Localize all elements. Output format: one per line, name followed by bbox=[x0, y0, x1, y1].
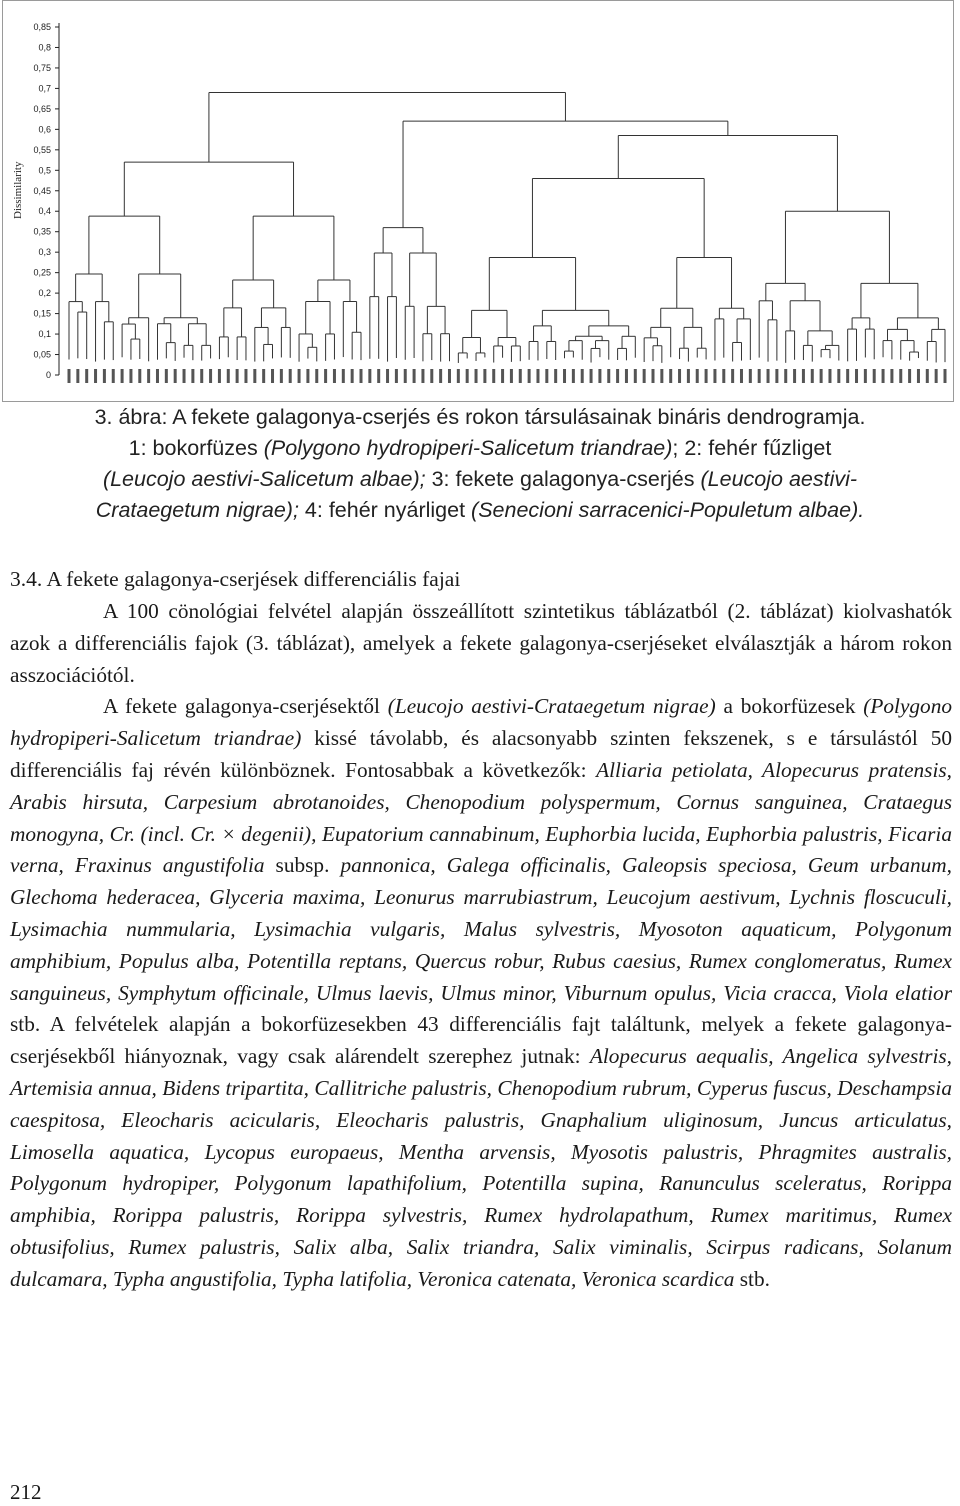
y-ticks bbox=[33, 22, 59, 380]
leaf-label-mark bbox=[873, 369, 876, 383]
leaf-label-mark bbox=[209, 369, 212, 383]
caption-taxon: (Senecioni sarracenici-Populetum albae). bbox=[471, 498, 865, 522]
leaf-label-mark bbox=[510, 369, 513, 383]
leaf-label-mark bbox=[828, 369, 831, 383]
text-run: kissé távolabb, és alacsonyabb szinten fekszenek, s e társulástól 50 differenciális faj révén különböznek. Fontosabbak a következők: bbox=[10, 726, 952, 782]
caption-taxon: (Leucojo aestivi-Salicetum albae); bbox=[102, 467, 426, 491]
leaf-label-mark bbox=[643, 369, 646, 383]
leaf-label-mark bbox=[165, 369, 168, 383]
leaf-label-mark bbox=[625, 369, 628, 383]
caption-line bbox=[20, 495, 940, 526]
paragraph-2 bbox=[10, 691, 952, 1295]
leaf-label-mark bbox=[253, 369, 256, 383]
leaf-label-mark bbox=[917, 369, 920, 383]
leaf-label-mark bbox=[598, 369, 601, 383]
leaf-label-mark bbox=[386, 369, 389, 383]
leaf-label-mark bbox=[147, 369, 150, 383]
leaf-label-mark bbox=[236, 369, 239, 383]
leaf-label-mark bbox=[784, 369, 787, 383]
leaf-label-mark bbox=[545, 369, 548, 383]
leaf-label-mark bbox=[457, 369, 460, 383]
leaf-label-mark bbox=[129, 369, 132, 383]
leaf-label-mark bbox=[899, 369, 902, 383]
text-run: stb. A felvételek alapján a bokorfüzesekben 43 differenciális fajt találtunk, melyek a fekete galagonya-cserjésekből hiányoznak, vagy csak alárendelt szerephez jutnak: bbox=[10, 1012, 952, 1069]
leaf-label-mark bbox=[775, 369, 778, 383]
leaf-label-mark bbox=[200, 369, 203, 383]
y-tick-label: 0,85 bbox=[33, 22, 51, 32]
leaf-label-mark bbox=[492, 369, 495, 383]
y-tick-label: 0,55 bbox=[33, 144, 51, 155]
body-text bbox=[10, 596, 952, 1296]
leaf-label-mark bbox=[501, 369, 504, 383]
y-tick-label: 0,45 bbox=[33, 185, 51, 196]
leaf-label-mark bbox=[183, 369, 186, 383]
taxon-run: (Leucojo aestivi-Crataegetum nigrae) bbox=[387, 694, 716, 719]
leaf-label-mark bbox=[767, 369, 770, 383]
leaf-label-mark bbox=[713, 369, 716, 383]
leaf-label-mark bbox=[298, 369, 301, 383]
leaf-label-mark bbox=[439, 369, 442, 383]
caption-taxon: (Leucojo aestivi- bbox=[700, 467, 858, 491]
leaf-label-mark bbox=[475, 369, 478, 383]
leaf-label-mark bbox=[935, 369, 938, 383]
leaf-label-mark bbox=[554, 369, 557, 383]
leaf-label-mark bbox=[846, 369, 849, 383]
caption-taxon: (Polygono hydropiperi-Salicetum triandrae) bbox=[263, 436, 673, 460]
leaf-label-mark bbox=[590, 369, 593, 383]
leaf-label-mark bbox=[333, 369, 336, 383]
text-run: stb. bbox=[734, 1266, 770, 1291]
leaf-label-mark bbox=[908, 369, 911, 383]
paragraph-1: A 100 cönológiai felvétel alapján összeállított szintetikus táblázatból (2. táblázat) kiolvashatók azok a differenciális fajok (3. táblázat), amelyek a fekete galagonya-cserjéseket elválasztják a három rokon asszociációtól. bbox=[10, 599, 952, 687]
dendrogram-figure bbox=[2, 0, 954, 402]
text-run: a bokorfüzesek bbox=[715, 694, 864, 719]
leaf-label-mark bbox=[368, 369, 371, 383]
leaf-label-mark bbox=[837, 369, 840, 383]
leaf-label-mark bbox=[926, 369, 929, 383]
leaf-label-mark bbox=[121, 369, 124, 383]
leaf-label-mark bbox=[864, 369, 867, 383]
leaf-label-mark bbox=[607, 369, 610, 383]
leaf-label-mark bbox=[306, 369, 309, 383]
leaf-label-mark bbox=[342, 369, 345, 383]
text-run: subsp. bbox=[264, 853, 341, 878]
leaf-label-mark bbox=[749, 369, 752, 383]
leaf-label-mark bbox=[660, 369, 663, 383]
caption-text: 3: fekete galagonya-cserjés bbox=[425, 467, 701, 491]
leaf-label-mark bbox=[855, 369, 858, 383]
leaf-label-mark bbox=[191, 369, 194, 383]
leaf-label-mark bbox=[112, 369, 115, 383]
leaf-label-mark bbox=[466, 369, 469, 383]
caption-text: 4: fehér nyárliget bbox=[298, 498, 472, 522]
dendrogram-svg bbox=[3, 1, 953, 401]
caption-title: 3. ábra: A fekete galagonya-cserjés és rokon társulásainak bináris dendrogramja. bbox=[94, 405, 866, 429]
caption-taxon: Crataegetum nigrae); bbox=[95, 498, 299, 522]
leaf-label-mark bbox=[696, 369, 699, 383]
leaf-label-mark bbox=[421, 369, 424, 383]
leaf-label-mark bbox=[483, 369, 486, 383]
leaf-label-mark bbox=[430, 369, 433, 383]
y-tick-label: 0,1 bbox=[38, 329, 51, 340]
leaf-label-mark bbox=[351, 369, 354, 383]
leaf-label-mark bbox=[581, 369, 584, 383]
species-list: Alliaria petiolata, Alopecurus pratensis, Arabis hirsuta, Carpesium abrotanoides, Chenopodium polyspermum, Cornus sanguinea, Crataegus monogyna, Cr. (incl. Cr. × degenii), Eupatorium cannabinum, Euphorbia lucida, Euphorbia palustris, Ficaria verna, Fraxinus angustifolia bbox=[10, 757, 952, 878]
y-tick-label: 0 bbox=[45, 370, 51, 380]
leaf-label-mark bbox=[85, 369, 88, 383]
page-number: 212 bbox=[10, 1480, 42, 1504]
caption-text: ; 2: fehér fűzliget bbox=[672, 436, 832, 460]
caption-line bbox=[20, 402, 940, 433]
leaf-label-mark bbox=[705, 369, 708, 383]
y-tick-label: 0,2 bbox=[38, 288, 51, 299]
leaf-label-mark bbox=[315, 369, 318, 383]
leaf-label-mark bbox=[731, 369, 734, 383]
leaf-label-mark bbox=[944, 369, 947, 383]
leaf-label-mark bbox=[448, 369, 451, 383]
leaf-label-mark bbox=[404, 369, 407, 383]
leaf-label-mark bbox=[572, 369, 575, 383]
leaf-label-mark bbox=[563, 369, 566, 383]
caption-line bbox=[20, 464, 940, 495]
y-tick-label: 0,4 bbox=[38, 206, 51, 217]
leaf-label-mark bbox=[616, 369, 619, 383]
leaf-labels bbox=[68, 369, 947, 383]
y-tick-label: 0,15 bbox=[33, 308, 51, 319]
leaf-label-mark bbox=[652, 369, 655, 383]
y-tick-label: 0,3 bbox=[38, 247, 51, 258]
leaf-label-mark bbox=[218, 369, 221, 383]
leaf-label-mark bbox=[678, 369, 681, 383]
leaf-label-mark bbox=[94, 369, 97, 383]
y-tick-label: 0,6 bbox=[38, 124, 51, 135]
leaf-label-mark bbox=[722, 369, 725, 383]
leaf-label-mark bbox=[103, 369, 106, 383]
y-tick-label: 0,8 bbox=[38, 42, 51, 53]
caption-text: 1: bokorfüzes bbox=[128, 436, 264, 460]
y-tick-label: 0,35 bbox=[33, 226, 51, 237]
leaf-label-mark bbox=[820, 369, 823, 383]
section-heading: 3.4. A fekete galagonya-cserjések differenciális fajai bbox=[10, 567, 461, 591]
leaf-label-mark bbox=[227, 369, 230, 383]
leaf-label-mark bbox=[758, 369, 761, 383]
species-list: Alopecurus aequalis, Angelica sylvestris, Artemisia annua, Bidens tripartita, Callitriche palustris, Chenopodium rubrum, Cyperus fuscus, Deschampsia caespitosa, Eleocharis acicularis, Eleocharis palustris, Gnaphalium uliginosum, Juncus articulatus, Limosella aquatica, Lycopus europaeus, Mentha arvensis, Myosotis palustris, Phragmites australis, Polygonum hydropiper, Polygonum lapathifolium, Potentilla supina, Ranunculus sceleratus, Rorippa amphibia, Rorippa palustris, Rorippa sylvestris, Rumex hydrolapathum, Rumex maritimus, Rumex obtusifolius, Rumex palustris, Salix alba, Salix triandra, Salix viminalis, Scirpus radicans, Solanum dulcamara, Typha angustifolia, Typha latifolia, Veronica catenata, Veronica scardica bbox=[10, 1044, 953, 1291]
leaf-label-mark bbox=[669, 369, 672, 383]
y-tick-label: 0,65 bbox=[33, 103, 51, 114]
leaf-label-mark bbox=[793, 369, 796, 383]
leaf-label-mark bbox=[634, 369, 637, 383]
leaf-label-mark bbox=[740, 369, 743, 383]
leaf-label-mark bbox=[890, 369, 893, 383]
leaf-label-mark bbox=[262, 369, 265, 383]
leaf-label-mark bbox=[687, 369, 690, 383]
text-run: A fekete galagonya-cserjésektől bbox=[103, 694, 388, 719]
dendrogram-tree bbox=[69, 93, 945, 363]
leaf-label-mark bbox=[244, 369, 247, 383]
leaf-label-mark bbox=[324, 369, 327, 383]
leaf-label-mark bbox=[174, 369, 177, 383]
y-tick-label: 0,75 bbox=[33, 62, 51, 73]
leaf-label-mark bbox=[280, 369, 283, 383]
leaf-label-mark bbox=[811, 369, 814, 383]
taxon-run: (Polygono hydropiperi-Salicetum triandrae) bbox=[10, 694, 952, 751]
leaf-label-mark bbox=[395, 369, 398, 383]
y-tick-label: 0,5 bbox=[38, 165, 51, 176]
leaf-label-mark bbox=[802, 369, 805, 383]
caption-line bbox=[20, 433, 940, 464]
figure-caption bbox=[20, 402, 940, 526]
leaf-label-mark bbox=[360, 369, 363, 383]
leaf-label-mark bbox=[528, 369, 531, 383]
leaf-label-mark bbox=[138, 369, 141, 383]
y-tick-label: 0,25 bbox=[33, 267, 51, 278]
leaf-label-mark bbox=[882, 369, 885, 383]
leaf-label-mark bbox=[68, 369, 71, 383]
leaf-label-mark bbox=[271, 369, 274, 383]
y-tick-label: 0,05 bbox=[33, 349, 51, 360]
leaf-label-mark bbox=[156, 369, 159, 383]
leaf-label-mark bbox=[377, 369, 380, 383]
species-list: pannonica, Galega officinalis, Galeopsis speciosa, Geum urbanum, Glechoma hederacea, Glyceria maxima, Leonurus marrubiastrum, Leucojum aestivum, Lychnis floscuculi, Lysimachia nummularia, Lysimachia vulgaris, Malus sylvestris, Myosoton aquaticum, Polygonum amphibium, Populus alba, Potentilla reptans, Quercus robur, Rubus caesius, Rumex conglomeratus, Rumex sanguineus, Symphytum officinale, Ulmus laevis, Ulmus minor, Viburnum opulus, Vicia cracca, Viola elatior bbox=[10, 853, 952, 1005]
leaf-label-mark bbox=[519, 369, 522, 383]
leaf-label-mark bbox=[536, 369, 539, 383]
leaf-label-mark bbox=[289, 369, 292, 383]
y-tick-label: 0,7 bbox=[38, 83, 51, 94]
leaf-label-mark bbox=[76, 369, 79, 383]
y-axis-label: Dissimilarity bbox=[12, 161, 24, 219]
leaf-label-mark bbox=[413, 369, 416, 383]
